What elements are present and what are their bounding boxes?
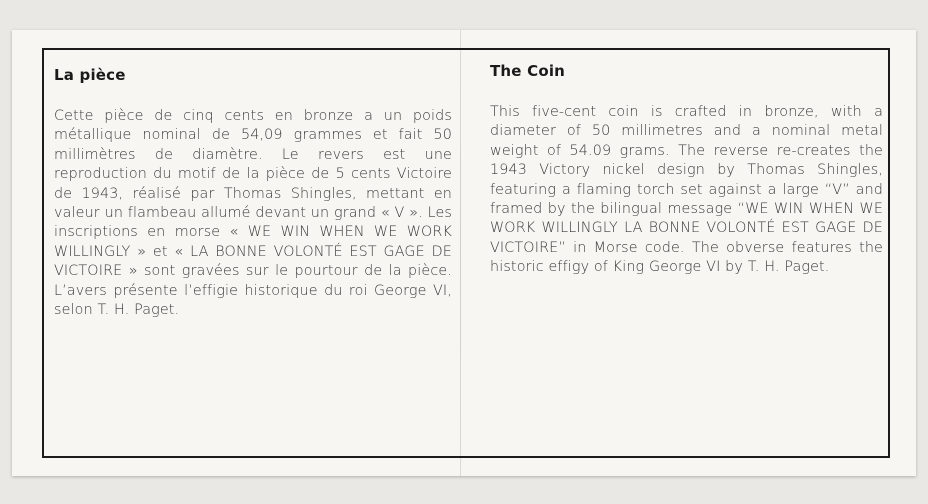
french-column (54, 66, 452, 320)
french-title: La pièce (54, 66, 126, 84)
english-title: The Coin (490, 62, 566, 80)
french-body: Cette pièce de cinq cents en bronze a un poids métallique nominal de 54,09 grammes et fait 50 millimètres de diamètre. Le revers est une reproduction du motif de la pièce de 5 cents Victoire de 1943, réalisé par Thomas Shingles, mettant en valeur un flambeau allumé devant un grand « V ». Les inscriptions en morse « WE WIN WHEN WE WORK WILLINGLY » et « LA BONNE VOLONTÉ EST GAGE DE VICTOIRE » sont gravées sur le pourtour de la pièce. L’avers présente l’effigie historique du roi George VI, selon T. H. Paget. (54, 108, 452, 319)
english-column (490, 62, 883, 278)
english-body: This five-cent coin is crafted in bronze, with a diameter of 50 millimetres and a nominal metal weight of 54.09 grams. The reverse re-creates the 1943 Victory nickel design by Thomas Shingles, featuring a flaming torch set against a large “V” and framed by the bilingual message “WE WIN WHEN WE WORK WILLINGLY LA BONNE VOLONTÉ EST GAGE DE VICTOIRE” in Morse code. The obverse features the historic effigy of King George VI by T. H. Paget. (490, 104, 883, 276)
